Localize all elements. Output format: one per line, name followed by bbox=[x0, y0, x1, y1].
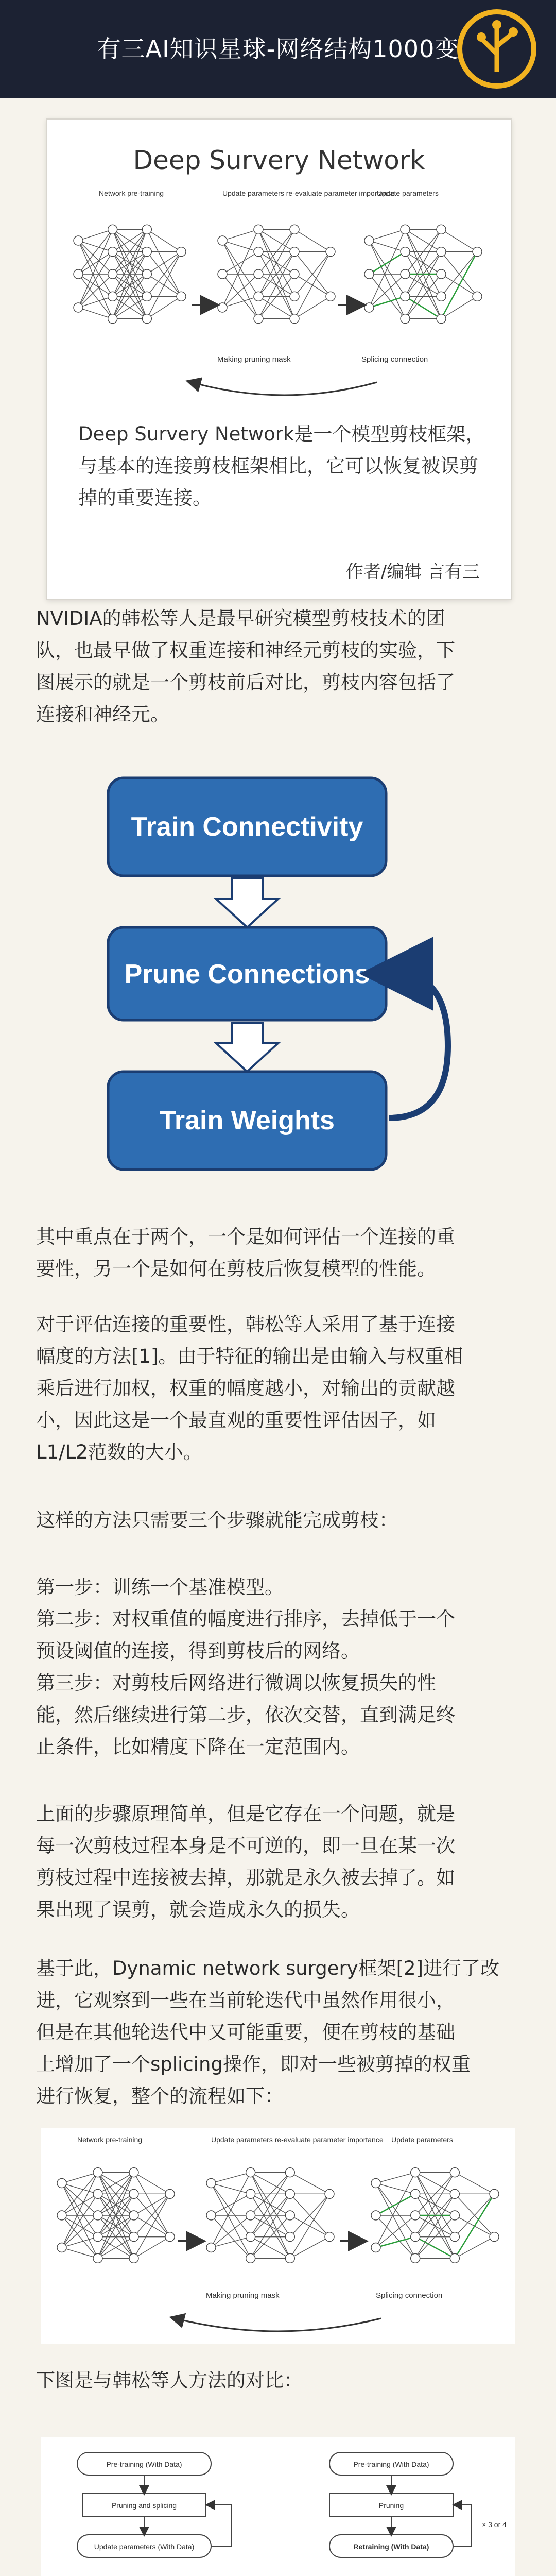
text-line: 上增加了一个splicing操作，即对一些被剪掉的权重 bbox=[36, 2053, 471, 2075]
step-line: 预设阈值的连接，得到剪枝后的网络。 bbox=[36, 1640, 360, 1662]
text-line: 剪枝过程中连接被去掉，那就是永久被去掉了。如 bbox=[36, 1867, 455, 1889]
text-line: 要性，另一个是如何在剪枝后恢复模型的性能。 bbox=[36, 1258, 436, 1280]
paragraph-importance bbox=[36, 1309, 520, 1468]
cap1-label: Making pruning mask bbox=[217, 355, 291, 364]
b-pretrain-label: Pre-training (With Data) bbox=[353, 2460, 429, 2468]
a-update-label: Update parameters (With Data) bbox=[94, 2543, 195, 2551]
step-line: 第二步：对权重值的幅度进行排序，去掉低于一个 bbox=[36, 1608, 455, 1630]
card-line: 掉的重要连接。 bbox=[78, 487, 212, 509]
loop-arrow-icon bbox=[389, 974, 448, 1118]
text-line: 上面的步骤原理简单，但是它存在一个问题，就是 bbox=[36, 1803, 455, 1825]
paragraph-problem bbox=[36, 1798, 520, 1926]
steps-list bbox=[36, 1571, 520, 1763]
net3-label: Update parameters bbox=[377, 189, 439, 197]
paragraph-compare-intro bbox=[36, 2365, 520, 2397]
dns-network-diagram bbox=[41, 2128, 515, 2344]
text-line: 这样的方法只需要三个步骤就能完成剪枝： bbox=[36, 1509, 398, 1531]
intro-card bbox=[46, 118, 512, 600]
figure-title: Deep Survery Network bbox=[133, 145, 425, 175]
train-connectivity-label: Train Connectivity bbox=[131, 812, 363, 842]
card-line: Deep Survery Network是一个模型剪枝框架， bbox=[78, 423, 485, 445]
circuit-logo-icon bbox=[453, 5, 541, 93]
text-line: 每一次剪枝过程本身是不可逆的，即一旦在某一次 bbox=[36, 1835, 455, 1857]
a-prune-label: Pruning and splicing bbox=[111, 2501, 177, 2510]
text-line: 果出现了误剪，就会造成永久的损失。 bbox=[36, 1899, 360, 1921]
paragraph-steps-intro bbox=[36, 1504, 520, 1536]
step-line: 第一步：训练一个基准模型。 bbox=[36, 1576, 284, 1598]
paragraph-dns bbox=[36, 1953, 520, 2112]
text-line: 幅度的方法[1]。由于特征的输出是由输入与权重相 bbox=[36, 1345, 463, 1367]
text-line: 乘后进行加权，权重的幅度越小，对输出的贡献越 bbox=[36, 1377, 455, 1399]
text-line: 但是在其他轮迭代中又可能重要，便在剪枝的基础 bbox=[36, 2021, 455, 2043]
net3-label: Update parameters bbox=[391, 2136, 453, 2144]
net2-label: Update parameters re-evaluate parameter importance bbox=[222, 189, 395, 197]
text-line: 进行恢复，整个的流程如下： bbox=[36, 2085, 284, 2107]
network-diagram bbox=[68, 187, 490, 403]
b-side-label: × 3 or 4 bbox=[482, 2520, 507, 2529]
net1-label: Network pre-training bbox=[77, 2136, 143, 2144]
cap2-label: Splicing connection bbox=[361, 355, 428, 364]
text-line: 队，也最早做了权重连接和神经元剪枝的实验，下 bbox=[36, 639, 455, 662]
paragraph-key-points bbox=[36, 1221, 520, 1285]
b-prune-label: Pruning bbox=[378, 2501, 404, 2510]
text-line: L1/L2范数的大小。 bbox=[36, 1441, 202, 1463]
train-weights-label: Train Weights bbox=[160, 1106, 335, 1136]
text-line: NVIDIA的韩松等人是最早研究模型剪枝技术的团 bbox=[36, 607, 445, 630]
net2-label: Update parameters re-evaluate parameter importance bbox=[211, 2136, 384, 2144]
cap2-label: Splicing connection bbox=[376, 2291, 443, 2300]
text-line: 连接和神经元。 bbox=[36, 703, 169, 725]
text-line: 对于评估连接的重要性，韩松等人采用了基于连接 bbox=[36, 1313, 455, 1335]
card-description bbox=[78, 418, 490, 514]
top-banner bbox=[0, 0, 556, 98]
text-line: 其中重点在于两个，一个是如何评估一个连接的重 bbox=[36, 1226, 455, 1248]
step-line: 止条件，比如精度下降在一定范围内。 bbox=[36, 1736, 360, 1758]
b-retrain-label: Retraining (With Data) bbox=[353, 2543, 429, 2551]
pruning-flow-diagram bbox=[98, 768, 468, 1180]
text-line: 进，它观察到一些在当前轮迭代中虽然作用很小， bbox=[36, 1989, 455, 2011]
down-arrow-icon bbox=[216, 878, 278, 927]
text-line: 小，因此这是一个最直观的重要性评估因子，如 bbox=[36, 1409, 436, 1431]
card-line: 与基本的连接剪枝框架相比，它可以恢复被误剪 bbox=[78, 455, 478, 477]
text-line: 基于此，Dynamic network surgery框架[2]进行了改 bbox=[36, 1957, 500, 1979]
framework-comparison-figure bbox=[41, 2437, 515, 2576]
paragraph-intro bbox=[36, 603, 520, 731]
a-pretrain-label: Pre-training (With Data) bbox=[106, 2460, 182, 2468]
text-line: 图展示的就是一个剪枝前后对比，剪枝内容包括了 bbox=[36, 671, 455, 693]
down-arrow-icon bbox=[216, 1023, 278, 1072]
step-line: 能，然后继续进行第二步，依次交替，直到满足终 bbox=[36, 1704, 455, 1726]
cap1-label: Making pruning mask bbox=[206, 2291, 280, 2300]
author-credit: 作者/编辑 言有三 bbox=[345, 562, 480, 582]
banner-title: 有三AI知识星球-网络结构1000变 bbox=[97, 35, 459, 63]
net1-label: Network pre-training bbox=[99, 189, 164, 197]
prune-connections-label: Prune Connections bbox=[124, 959, 370, 989]
step-line: 第三步：对剪枝后网络进行微调以恢复损失的性 bbox=[36, 1672, 436, 1694]
text-line: 下图是与韩松等人方法的对比： bbox=[36, 2369, 303, 2392]
